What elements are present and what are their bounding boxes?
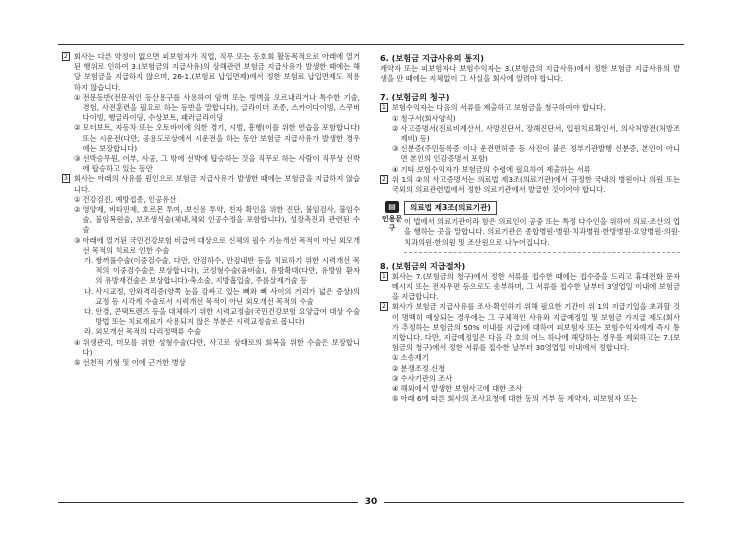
list-item-text: 선박승무원, 어부, 사공, 그 밖에 선박에 탑승하는 것을 직무로 하는 사람이 직무상 선박에 탑승하고 있는 동안 — [82, 154, 360, 174]
list-item: ④ 위생관리, 미모를 위한 성형수술(다만, 사고로 상태로의 회복을 위한 수술은 보장합니다) — [74, 337, 360, 357]
clause-paragraph — [380, 302, 680, 353]
page-number: 30 — [364, 497, 378, 507]
list-item-text: 소송제기 — [400, 353, 429, 363]
clause-paragraph — [380, 175, 680, 195]
top-rule — [58, 44, 684, 45]
sub-list-item: 다. 안경, 콘택트렌즈 등을 대체하기 위한 시력교정술(국민건강보험 요양급여 대상 수술방법 또는 치료재료가 사용되지 않은 부분은 시력교정술로 봅니다) — [84, 307, 360, 327]
list-item-text: 청구서(회사양식) — [400, 113, 456, 123]
list-item: ① 소송제기 — [392, 353, 680, 363]
paragraph-marker: 1 — [382, 104, 386, 112]
list-item-text: 위생관리, 미모를 위한 성형수술(다만, 사고로 상태로의 회복을 위한 수술은 보장합니다) — [82, 337, 360, 357]
list-item: ② 사고증명서(진료비계산서, 사망진단서, 장해진단서, 입원치료확인서, 의사처방전(처방조제비) 등) — [392, 123, 680, 144]
book-icon: ▤ — [385, 201, 399, 213]
right-column — [380, 52, 680, 404]
paragraph-text: 회사가 보험금 지급사유를 조사·확인하기 위해 필요한 기간이 위 1의 지급기일을 초과할 것이 명백히 예상되는 경우에는 그 구체적인 사유와 지급예정일 및 보험금 가지급 제도(회사가 추정하는 보험금의 50% 이내를 지급)에 대하여 피보험자 또는 보험수익자에게 즉시 통지합니다. 다만, 지급예정일은 다음 각 호의 어느 하나에 해당하는 경우를 제외하고는 7.(보험금의 청구)에서 정한 서류를 접수한 날부터 30영업일 이내에서 정합니다. — [391, 302, 680, 353]
quotation-label — [380, 201, 404, 253]
list-item-text: 신분증(주민등록증 이나 운전면허증 등 사진이 붙은 정부기관발행 신분증, 본인이 아니면 본인의 인감증명서 포함) — [400, 144, 680, 164]
paragraph-marker: 2 — [64, 53, 68, 60]
sub-list-item-text: 외모개선 목적의 다리정맥류 수술 — [95, 327, 202, 337]
paragraph-marker: 2 — [382, 175, 386, 183]
section-heading: 8. (보험금의 지급절차) — [380, 260, 466, 271]
section-heading: 7. (보험금의 청구) — [380, 92, 450, 103]
bottom-rule-left — [58, 502, 358, 503]
list-item: ② 모터보트, 자동차 또는 오토바이에 의한 경기, 시범, 흥행(이를 위한 연습을 포함합니다) 또는 시운전(다만, 공용도로상에서 시운전을 하는 동안 보험금 지급사유가 발생한 경우에는 보장합니다) — [74, 123, 360, 153]
list-item-text: 분쟁조정 신청 — [400, 363, 446, 373]
paragraph-text: 회사는 아래의 사유를 원인으로 보험금 지급사유가 발생한 때에는 보험금을 지급하지 않습니다. — [73, 174, 360, 194]
quotation-box — [380, 201, 680, 253]
list-item-text: 해외에서 발생한 보험사고에 대한 조사 — [400, 384, 523, 394]
paragraph-marker: 1 — [382, 272, 386, 280]
paragraph-text: 위 1의 ②의 사고증명서는 의료법 제3조(의료기관)에서 규정한 국내의 병원이나 의원 또는 국외의 의료관련법에서 정한 의료기관에서 발급한 것이어야 합니다. — [391, 174, 680, 195]
list-item-text: 아래에 열거된 국민건강보험 비급여 대상으로 신체의 필수 기능개선 목적이 아닌 외모개선 목적의 치료로 인한 수술 — [82, 235, 360, 255]
paragraph-marker: 2 — [382, 303, 386, 311]
quotation-label-text: 인용문구 — [381, 215, 403, 233]
list-item: ① 전문등반(전문적인 등산용구를 사용하여 암벽 또는 빙벽을 오르내리거나 특수한 기술, 경험, 사전훈련을 필요로 하는 등반을 말합니다), 글라이더 조종, 스카이다이빙, 스쿠버다이빙, 행글라이딩, 수상보트, 패러글라이딩 — [74, 92, 360, 123]
sub-list-item-text: 쌍꺼풀수술(이중검수술, 다만, 안검하수, 안검내반 등을 치료하기 위한 시력개선 목적의 이중검수술은 보상합니다), 코성형수술(융비술), 유방확대(다만, 유방암 환자의 유방재건술은 보상합니다)·축소술, 지방흡입술, 주름살제거술 등 — [95, 256, 360, 286]
clause-paragraph — [62, 174, 360, 194]
list-item: ② 영양제, 비타민제, 호르몬 투여, 보신용 투약, 친자 확인을 위한 진단, 불임검사, 불임수술, 불임복원술, 보조생식술(체내,체외 인공수정을 포함합니다), 성장촉진과 관련된 수술 — [74, 205, 360, 235]
divider — [404, 252, 680, 253]
list-item-text: 전문등반(전문적인 등산용구를 사용하여 암벽 또는 빙벽을 오르내리거나 특수한 기술, 경험, 사전훈련을 필요로 하는 등반을 말합니다), 글라이더 조종, 스카이다이빙, 스쿠버다이빙, 행글라이딩, 수상보트, 패러글라이딩 — [82, 92, 360, 123]
list-item: ④ 기타 보험수익자가 보험금의 수령에 필요하여 제출하는 서류 — [392, 165, 680, 175]
sub-list-item-text: 안경, 콘택트렌즈 등을 대체하기 위한 시력교정술(국민건강보험 요양급여 대상 수술방법 또는 치료재료가 사용되지 않은 부분은 시력교정술로 봅니다) — [95, 307, 360, 327]
paragraph-marker: 3 — [64, 175, 68, 183]
list-item: ③ 신분증(주민등록증 이나 운전면허증 등 사진이 붙은 정부기관발행 신분증, 본인이 아니면 본인의 인감증명서 포함) — [392, 144, 680, 164]
paragraph-text: 회사는 7.(보험금의 청구)에서 정한 서류를 접수한 때에는 접수증을 드리고 휴대전화 문자메시지 또는 전자우편 등으로도 송부하며, 그 서류를 접수한 날부터 3영업일 이내에 보험금을 지급합니다. — [391, 271, 680, 302]
law-text: 이 법에서 의료기관이라 함은 의료인이 공중 또는 특정 다수인을 위하여 의료·조산의 업을 행하는 곳을 말합니다. 의료기관은 종합병원·병원·치과병원·한방병원·요양병원·의원·치과의원·한의원 및 조산원으로 나누어집니다. — [404, 217, 680, 247]
list-item: ⑤ 선천적 기형 및 이에 근거한 병상 — [74, 358, 360, 368]
law-title: 의료법 제3조(의료기관) — [404, 201, 497, 215]
section-heading: 6. (보험금 지급사유의 통지) — [380, 53, 484, 63]
list-item: ① 건강검진, 예방접종, 인공유산 — [74, 195, 360, 205]
list-item-text: 영양제, 비타민제, 호르몬 투여, 보신용 투약, 친자 확인을 위한 진단, 불임검사, 불임수술, 불임복원술, 보조생식술(체내,체외 인공수정을 포함합니다), 성장촉진과 관련된 수술 — [82, 205, 360, 235]
clause-paragraph — [380, 103, 680, 113]
list-item: ⑤ 아래 6에 따른 회사의 조사요청에 대한 동의 거부 등 계약자, 피보험자 또는 — [392, 394, 680, 404]
list-item: ② 분쟁조정 신청 — [392, 364, 680, 374]
list-item-text: 모터보트, 자동차 또는 오토바이에 의한 경기, 시범, 흥행(이를 위한 연습을 포함합니다) 또는 시운전(다만, 공용도로상에서 시운전을 하는 동안 보험금 지급사유가 발생한 경우에는 보장합니다) — [82, 123, 360, 153]
list-item: ③ 선박승무원, 어부, 사공, 그 밖에 선박에 탑승하는 것을 직무로 하는 사람이 직무상 선박에 탑승하고 있는 동안 — [74, 154, 360, 174]
list-item: ④ 해외에서 발생한 보험사고에 대한 조사 — [392, 384, 680, 394]
list-item-text: 건강검진, 예방접종, 인공유산 — [82, 194, 177, 204]
list-item: ③ 아래에 열거된 국민건강보험 비급여 대상으로 신체의 필수 기능개선 목적이 아닌 외모개선 목적의 치료로 인한 수술 — [74, 235, 360, 255]
list-item: ③ 수사기관의 조사 — [392, 374, 680, 384]
left-column — [62, 52, 360, 368]
list-item-text: 사고증명서(진료비계산서, 사망진단서, 장해진단서, 입원치료확인서, 의사처방전(처방조제비) 등) — [400, 123, 680, 144]
clause-paragraph — [62, 52, 360, 93]
sub-list-item: 가. 쌍꺼풀수술(이중검수술, 다만, 안검하수, 안검내반 등을 치료하기 위한 시력개선 목적의 이중검수술은 보상합니다), 코성형수술(융비술), 유방확대(다만, 유방암 환자의 유방재건술은 보상합니다)·축소술, 지방흡입술, 주름살제거술 등 — [84, 256, 360, 286]
sub-list-item: 라. 외모개선 목적의 다리정맥류 수술 — [84, 327, 360, 337]
sub-list-item: 나. 사시교정, 안와격리증(양쪽 눈을 감싸고 있는 뼈와 뼈 사이의 거리가 넓은 증상)의 교정 등 시각계 수술로서 시력개선 목적이 아닌 외모개선 목적의 수술 — [84, 286, 360, 306]
paragraph-text: 회사는 다른 약정이 없으면 피보험자가 직업, 직무 또는 동호회 활동목적으로 아래에 열거된 행위로 인하여 3.(보험금의 지급사유)의 상해관련 보험금 지급사유가 발생한 때에는 해당 보험금을 지급하지 않으며, 26-1.(보험료 납입면제)에서 정한 보험료 납입면제도 적용하지 않습니다. — [73, 52, 360, 92]
list-item-text: 수사기관의 조사 — [400, 373, 453, 383]
section-body: 계약자 또는 피보험자나 보험수익자는 3.(보험금의 지급사유)에서 정한 보험금 지급사유의 발생을 안 때에는 지체없이 그 사실을 회사에 알려야 합니다. — [380, 64, 680, 84]
sub-list-item-text: 사시교정, 안와격리증(양쪽 눈을 감싸고 있는 뼈와 뼈 사이의 거리가 넓은 증상)의 교정 등 시각계 수술로서 시력개선 목적이 아닌 외모개선 목적의 수술 — [95, 286, 360, 306]
list-item-text: 선천적 기형 및 이에 근거한 병상 — [82, 358, 186, 368]
list-item-text: 아래 6에 따른 회사의 조사요청에 대한 동의 거부 등 계약자, 피보험자 또는 — [400, 394, 638, 404]
list-item-text: 기타 보험수익자가 보험금의 수령에 필요하여 제출하는 서류 — [400, 164, 591, 174]
bottom-rule-right — [384, 502, 684, 503]
paragraph-text: 보험수익자는 다음의 서류를 제출하고 보험금을 청구하여야 합니다. — [391, 103, 606, 113]
clause-paragraph — [380, 272, 680, 303]
list-item: ① 청구서(회사양식) — [392, 114, 680, 124]
